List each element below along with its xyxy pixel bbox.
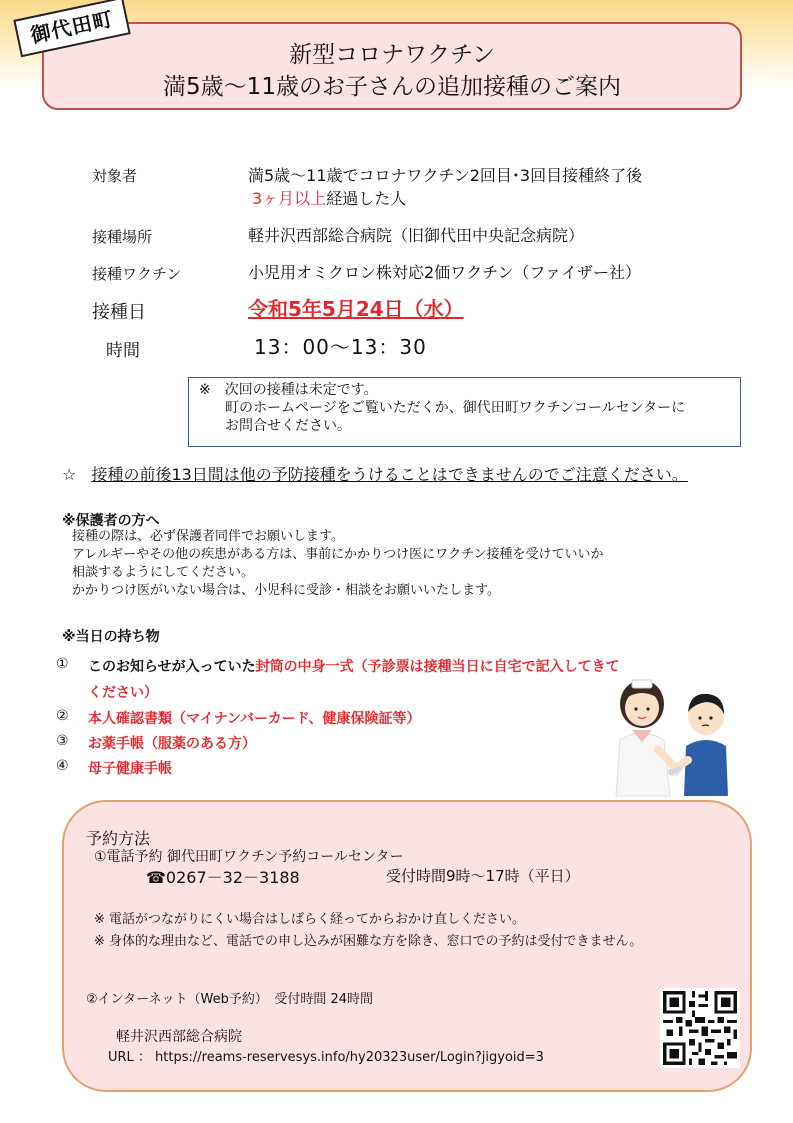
target-highlight: 3ヶ月以上	[252, 189, 327, 208]
item-number: ③	[56, 733, 69, 749]
list-item	[56, 733, 556, 753]
phone-hours: 受付時間9時～17時（平日）	[386, 867, 580, 885]
star-icon: ☆	[62, 465, 77, 484]
guardian-line3: 相談するようにしてください。	[72, 565, 255, 580]
phone-heading: ①電話予約 御代田町ワクチン予約コールセンター	[94, 849, 404, 865]
list-item	[56, 708, 556, 728]
place-value: 軽井沢西部総合病院（旧御代田中央記念病院）	[248, 226, 585, 245]
target-rest: 経過した人	[326, 189, 407, 208]
list-item	[56, 758, 556, 778]
guardian-line2: アレルギーやその他の疾患がある方は、事前にかかりつけ医にワクチン接種を受けていいか	[72, 547, 604, 562]
item-number: ④	[56, 758, 69, 774]
place-label: 接種場所	[92, 228, 153, 246]
notice-line2: 町のホームページをご覧いただくか、御代田町ワクチンコールセンターに	[225, 400, 686, 416]
item-text: お薬手帳（服薬のある方）	[88, 736, 256, 752]
web-heading: ②インターネット（Web予約） 受付時間 24時間	[86, 992, 374, 1007]
time-label: 時間	[106, 341, 140, 361]
qr-code-icon[interactable]	[660, 988, 740, 1068]
warning-text: 接種の前後13日間は他の予防接種をうけることはできませんのでご注意ください。	[91, 465, 688, 484]
target-label: 対象者	[92, 167, 138, 185]
item-text: 母子健康手帳	[88, 761, 172, 777]
header-title-line1: 新型コロナワクチン	[289, 42, 495, 68]
target-value-line1: 満5歳～11歳でコロナワクチン2回目･3回目接種終了後	[248, 166, 643, 185]
item-text-part: 封筒の中身一式（予診票は接種当日に自宅で記入してきて	[255, 659, 620, 675]
next-dose-notice	[188, 377, 741, 447]
reservation-url[interactable]: URL ： https://reams-reservesys.info/hy20323user/Login?jigyoid=3	[108, 1050, 544, 1065]
phone-note1: ※ 電話がつながりにくい場合はしばらく経ってからおかけ直しください。	[94, 912, 526, 927]
target-value-line2	[252, 186, 406, 209]
phone-note2: ※ 身体的な理由など、電話での申し込みが困難な方を除き、窓口での予約は受付できません。	[94, 934, 643, 949]
item-text-part: このお知らせが入っていた	[88, 659, 256, 675]
date-value: 令和5年5月24日（水）	[248, 297, 464, 321]
item-text: 本人確認書類（マイナンバーカード、健康保険証等）	[88, 711, 421, 727]
hospital-name: 軽井沢西部総合病院	[116, 1029, 242, 1045]
date-label: 接種日	[92, 302, 146, 323]
phone-number[interactable]: ☎0267－32－3188	[146, 868, 300, 887]
notice-line3: お問合せください。	[225, 418, 351, 434]
vaccine-value: 小児用オミクロン株対応2価ワクチン（ファイザー社）	[248, 263, 642, 282]
item-text-cont: ください）	[88, 685, 158, 701]
item-number: ②	[56, 708, 69, 724]
guardian-line1: 接種の際は、必ず保護者同伴でお願いします。	[72, 529, 344, 544]
header-title-line2: 満5歳～11歳のお子さんの追加接種のご案内	[163, 74, 621, 100]
item-text	[88, 656, 620, 676]
guardian-line4: かかりつけ医がいない場合は、小児科に受診・相談をお願いいたします。	[72, 583, 500, 598]
vaccine-label: 接種ワクチン	[92, 265, 182, 283]
other-vaccine-warning	[62, 462, 688, 485]
notice-line1: ※ 次回の接種は未定です。	[199, 382, 378, 398]
item-number: ①	[56, 656, 69, 672]
guardian-title: ※保護者の方へ	[62, 513, 160, 529]
reservation-title: 予約方法	[86, 829, 151, 848]
nurse-child-illustration	[598, 668, 748, 798]
items-title: ※当日の持ち物	[62, 629, 160, 645]
town-stamp: 御代田町	[13, 0, 130, 57]
time-value: 13：00～13：30	[254, 335, 427, 359]
